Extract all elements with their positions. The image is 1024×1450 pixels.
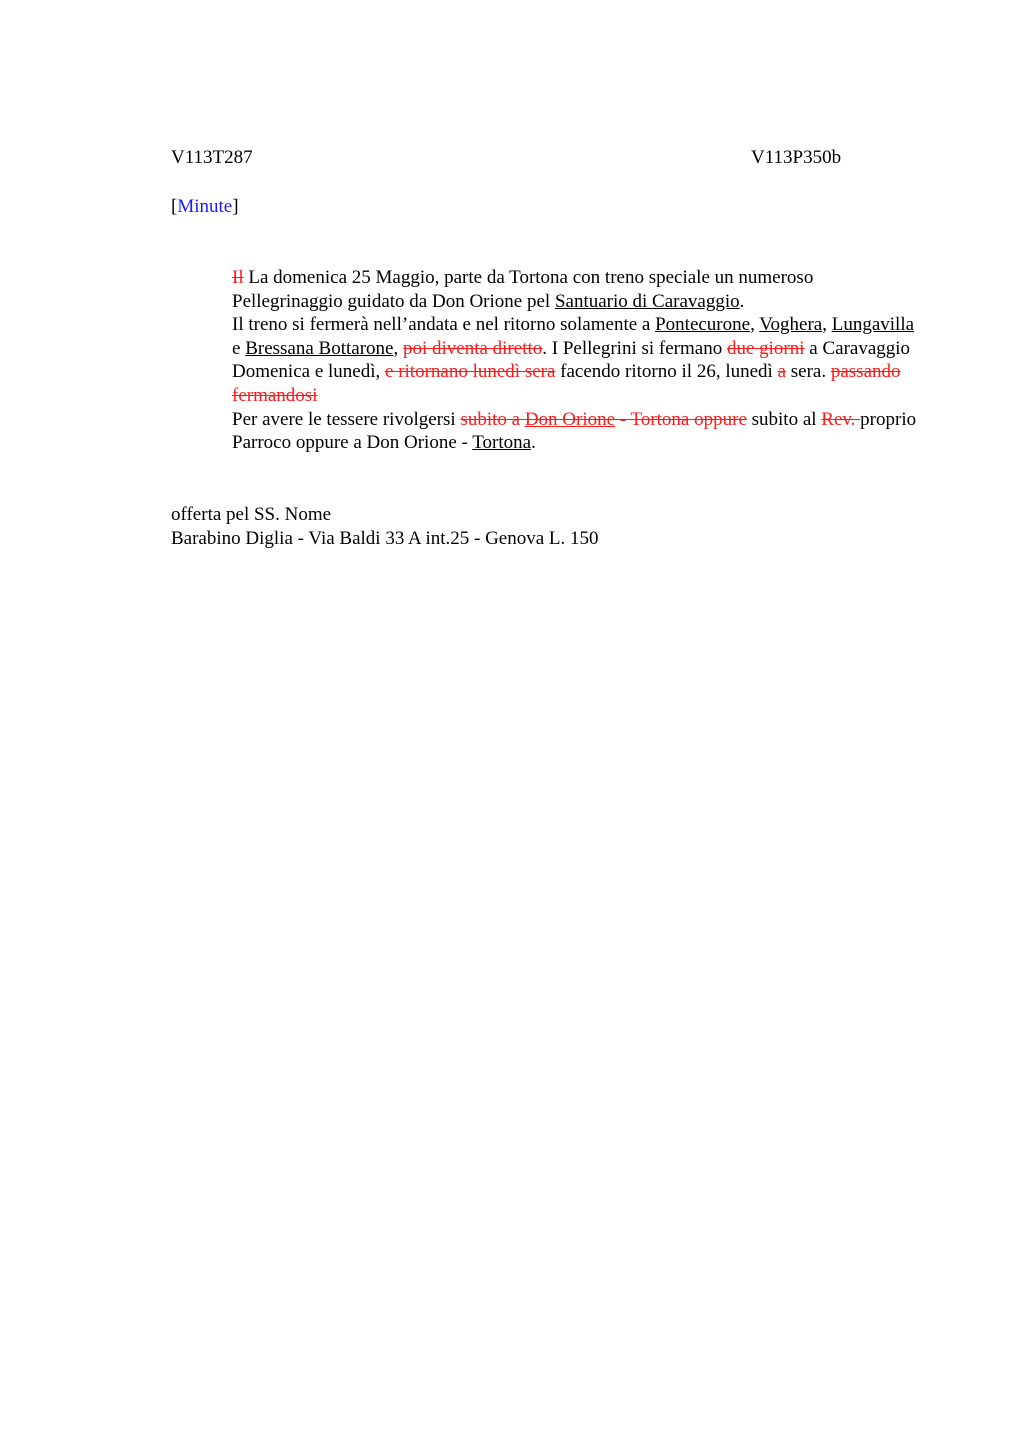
underlined-text: Tortona (472, 432, 532, 454)
document-page (171, 146, 919, 551)
deleted-text: poi diventa diretto (402, 337, 543, 359)
deleted-text: due giorni (726, 337, 805, 359)
underlined-text: Voghera (759, 314, 823, 336)
paragraph-text: , (750, 314, 760, 336)
paragraph-3 (171, 408, 919, 455)
document-code-right: V113P350b (751, 147, 842, 168)
underlined-text: Lungavilla (831, 314, 915, 336)
deleted-text: Rev. (821, 408, 861, 430)
paragraph-text: , (393, 337, 403, 359)
underlined-text: Bressana Bottarone (245, 337, 394, 359)
paragraph-text: Per avere le tessere rivolgersi (232, 408, 461, 430)
paragraph-text: Il treno si fermerà nell’andata e nel ritorno solamente a (232, 314, 656, 336)
deleted-text: a (777, 361, 786, 383)
tag-minute: Minute (177, 196, 233, 217)
paragraph-text: . (739, 290, 745, 312)
deleted-text: subito a (460, 408, 525, 430)
paragraph-text: subito al (746, 408, 822, 430)
paragraph-text: . I Pellegrini si fermano (542, 337, 727, 359)
paragraph-1 (171, 266, 919, 313)
paragraph-text: , (822, 314, 832, 336)
paragraph-text: sera. (786, 361, 831, 383)
offering-note (171, 503, 919, 551)
underlined-text: Pontecurone (655, 314, 751, 336)
tag-bracket-open: [ (171, 196, 178, 217)
offering-address: Barabino Diglia - Via Baldi 33 A int.25 - Genova L. 150 (171, 527, 599, 549)
category-tag (171, 195, 919, 219)
deleted-underlined-text: Don Orione (524, 408, 616, 430)
paragraph-text: a Caravaggio Domenica e lunedì, (232, 337, 911, 383)
paragraph-2 (171, 313, 919, 407)
underlined-text: Santuario di Caravaggio (554, 290, 740, 312)
document-code-left: V113T287 (171, 147, 253, 168)
paragraph-text: e (232, 337, 246, 359)
paragraph-text: proprio Parroco oppure a Don Orione - (232, 408, 917, 454)
header-codes (171, 146, 919, 170)
deleted-text: passando fermandosi (232, 361, 901, 406)
deleted-text: e ritornano lunedì sera (385, 361, 556, 383)
paragraph-text: . (531, 432, 536, 454)
paragraph-text: facendo ritorno il 26, lunedì (555, 361, 778, 383)
offering-line: offerta pel SS. Nome (171, 503, 332, 525)
letter-body (171, 266, 919, 455)
deleted-text: Il (232, 267, 244, 288)
deleted-text: - Tortona oppure (615, 408, 747, 430)
tag-bracket-close: ] (232, 196, 239, 217)
paragraph-text: La domenica 25 Maggio, parte da Tortona con treno speciale un numeroso Pellegrinaggio guidato da Don Orione pel (232, 267, 814, 312)
